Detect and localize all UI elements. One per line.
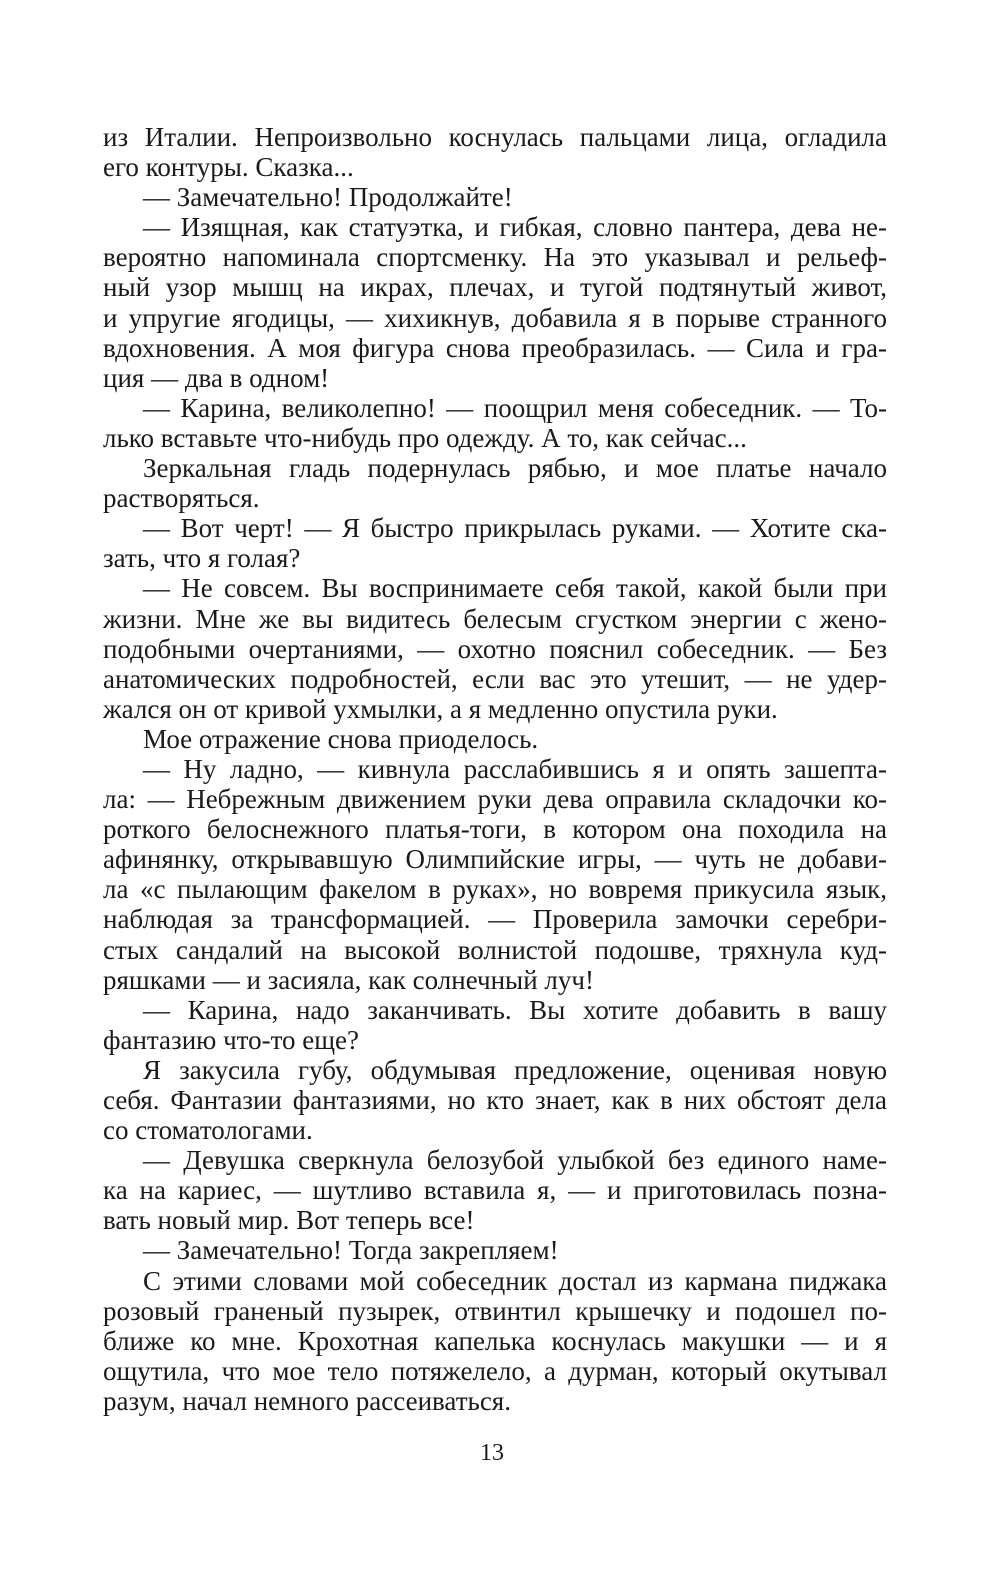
text-line: — Замечательно! Продолжайте! (143, 182, 513, 213)
text-line: — Карина, великолепно! — поощрил меня собеседник. — То- (143, 392, 887, 423)
text-line: ный узор мышц на икрах, плечах, и тугой подтянутый живот, (103, 272, 887, 303)
text-line: жизни. Мне же вы видитесь белесым сгустком энергии с жено- (103, 603, 887, 634)
text-line: — Замечательно! Тогда закрепляем! (143, 1235, 559, 1266)
text-line: фантазию что-то еще? (103, 1024, 360, 1055)
text-line: из Италии. Непроизвольно коснулась пальцами лица, огладила (103, 122, 887, 152)
text-line: Мое отражение снова приоделось. (143, 723, 539, 754)
body-text (103, 122, 887, 1416)
text-line: вать новый мир. Вот теперь все! (103, 1205, 475, 1236)
text-line: себя. Фантазии фантазиями, но кто знает, как в них обстоят дела (103, 1085, 887, 1115)
text-line: Зеркальная гладь подернулась рябью, и мое платье начало (143, 453, 887, 484)
text-line: зать, что я голая? (103, 543, 301, 574)
text-line: его контуры. Сказка... (103, 152, 354, 183)
text-line: ция — два в одном! (103, 362, 330, 393)
text-line: ла «с пылающим факелом в руках», но вовремя прикусила язык, (103, 874, 887, 905)
text-line: вдохновения. А моя фигура снова преобразилась. — Сила и гра- (103, 332, 887, 363)
text-line: — Не совсем. Вы воспринимаете себя такой, какой были при (143, 573, 887, 604)
text-line: афинянку, открывавшую Олимпийские игры, — чуть не добави- (103, 844, 887, 875)
text-line: Я закусила губу, обдумывая предложение, оценивая новую (143, 1054, 887, 1085)
text-line: стых сандалий на высокой волнистой подошве, тряхнула куд- (103, 934, 887, 965)
text-line: ка на кариес, — шутливо вставила я, — и приготовилась позна- (103, 1175, 887, 1206)
text-line: — Вот черт! — Я быстро прикрылась руками. — Хотите ска- (143, 513, 887, 544)
text-line: ла: — Небрежным движением руки дева оправила складочки ко- (103, 784, 887, 815)
text-line: лько вставьте что-нибудь про одежду. А то, как сейчас... (103, 422, 747, 453)
text-line: со стоматологами. (103, 1115, 313, 1146)
text-line: — Карина, надо заканчивать. Вы хотите добавить в вашу (143, 994, 887, 1025)
text-line: — Девушка сверкнула белозубой улыбкой без единого наме- (143, 1145, 887, 1176)
text-line: — Изящная, как статуэтка, и гибкая, словно пантера, дева не- (143, 212, 887, 243)
text-line: ощутила, что мое тело потяжелело, а дурман, который окутывал (103, 1355, 887, 1386)
page-number: 13 (480, 1440, 504, 1466)
text-line: и упругие ягодицы, — хихикнув, добавила я в порыве странного (103, 302, 887, 333)
text-line: ряшками — и засияла, как солнечный луч! (103, 964, 594, 995)
text-line: разум, начал немного рассеиваться. (103, 1385, 511, 1416)
text-line: подобными очертаниями, — охотно пояснил собеседник. — Без (103, 633, 887, 664)
text-line: вероятно напоминала спортсменку. На это указывал и рельеф- (103, 242, 887, 273)
text-line: роткого белоснежного платья-тоги, в котором она походила на (103, 814, 887, 845)
text-line: анатомических подробностей, если вас это утешит, — не удер- (103, 663, 887, 694)
text-line: — Ну ладно, — кивнула расслабившись я и опять зашепта- (143, 753, 887, 784)
text-line: розовый граненый пузырек, отвинтил крышечку и подошел по- (103, 1295, 887, 1326)
text-line: ближе ко мне. Крохотная капелька коснулась макушки — и я (103, 1325, 887, 1356)
text-line: наблюдая за трансформацией. — Проверила замочки серебри- (103, 904, 887, 935)
text-line: С этими словами мой собеседник достал из кармана пиджака (143, 1265, 887, 1296)
text-line: растворяться. (103, 483, 260, 514)
text-line: жался он от кривой ухмылки, а я медленно опустила руки. (103, 693, 778, 724)
